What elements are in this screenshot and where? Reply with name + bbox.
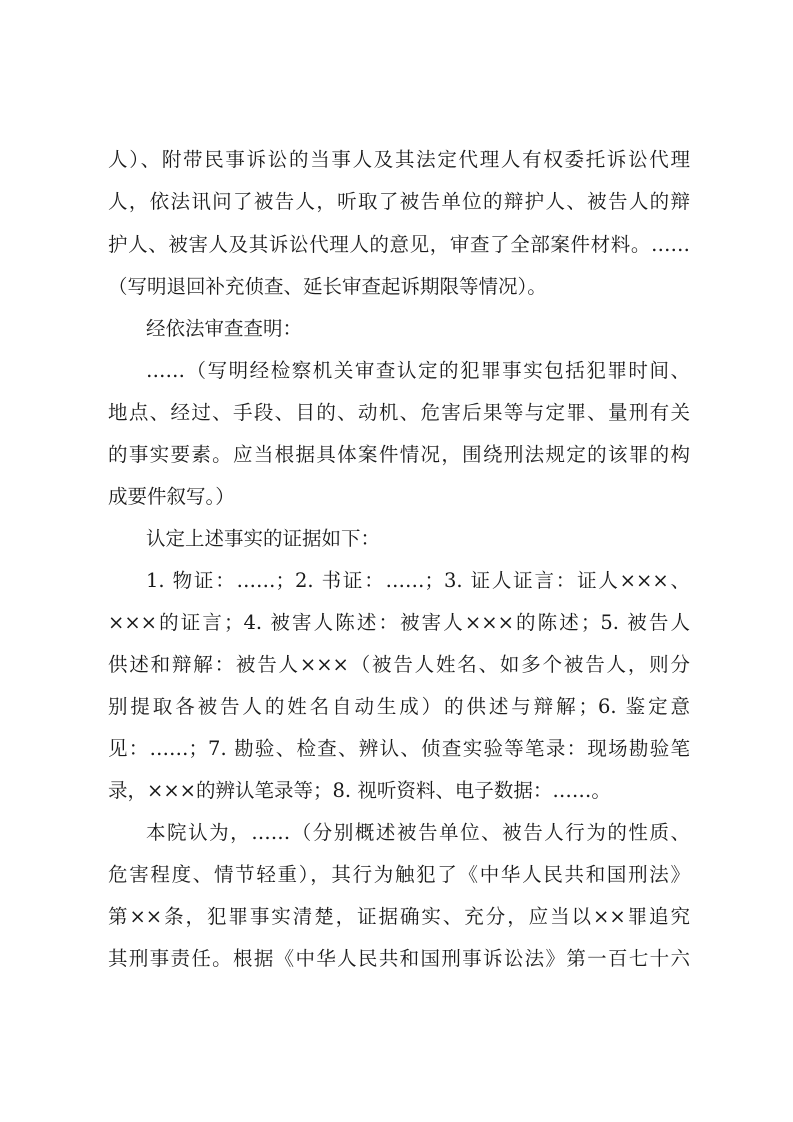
body-text-line: 其刑事责任。根据《中华人民共和国刑事诉讼法》第一百七十六: [108, 947, 690, 970]
body-text-line: 1. 物证：……；2. 书证：……；3. 证人证言：证人×××、: [146, 569, 690, 592]
body-text-line: 见：……；7. 勘验、检查、辨认、侦查实验等笔录：现场勘验笔: [108, 737, 690, 760]
paragraph-heading: 认定上述事实的证据如下：: [146, 527, 381, 550]
body-text-line: 成要件叙写。）: [108, 485, 235, 508]
body-text-line: 录，×××的辨认笔录等；8. 视听资料、电子数据：……。: [108, 779, 611, 802]
body-text-line: ×××的证言；4. 被害人陈述：被害人×××的陈述；5. 被告人: [108, 611, 690, 634]
body-text-line: （写明退回补充侦查、延长审查起诉期限等情况）。: [108, 275, 547, 298]
body-text-line: 危害程度、情节轻重），其行为触犯了《中华人民共和国刑法》: [108, 863, 690, 886]
body-text-line: 的事实要素。应当根据具体案件情况，围绕刑法规定的该罪的构: [108, 443, 690, 466]
body-text-line: 人，依法讯问了被告人，听取了被告单位的辩护人、被告人的辩: [108, 190, 690, 213]
body-text-line: 护人、被害人及其诉讼代理人的意见，审查了全部案件材料。……: [108, 233, 690, 256]
body-text-line: 地点、经过、手段、目的、动机、危害后果等与定罪、量刑有关: [108, 401, 690, 424]
body-text-line: 别提取各被告人的姓名自动生成）的供述与辩解；6. 鉴定意: [108, 695, 690, 718]
paragraph-heading: 经依法审查查明：: [146, 317, 303, 340]
body-text-line: ……（写明经检察机关审查认定的犯罪事实包括犯罪时间、: [146, 359, 690, 382]
body-text-line: 第××条，犯罪事实清楚，证据确实、充分，应当以××罪追究: [108, 905, 690, 928]
body-text-line: 供述和辩解：被告人×××（被告人姓名、如多个被告人，则分: [108, 653, 690, 676]
body-text-line: 人）、附带民事诉讼的当事人及其法定代理人有权委托诉讼代理: [108, 148, 690, 171]
body-text-line: 本院认为，……（分别概述被告单位、被告人行为的性质、: [146, 821, 690, 844]
